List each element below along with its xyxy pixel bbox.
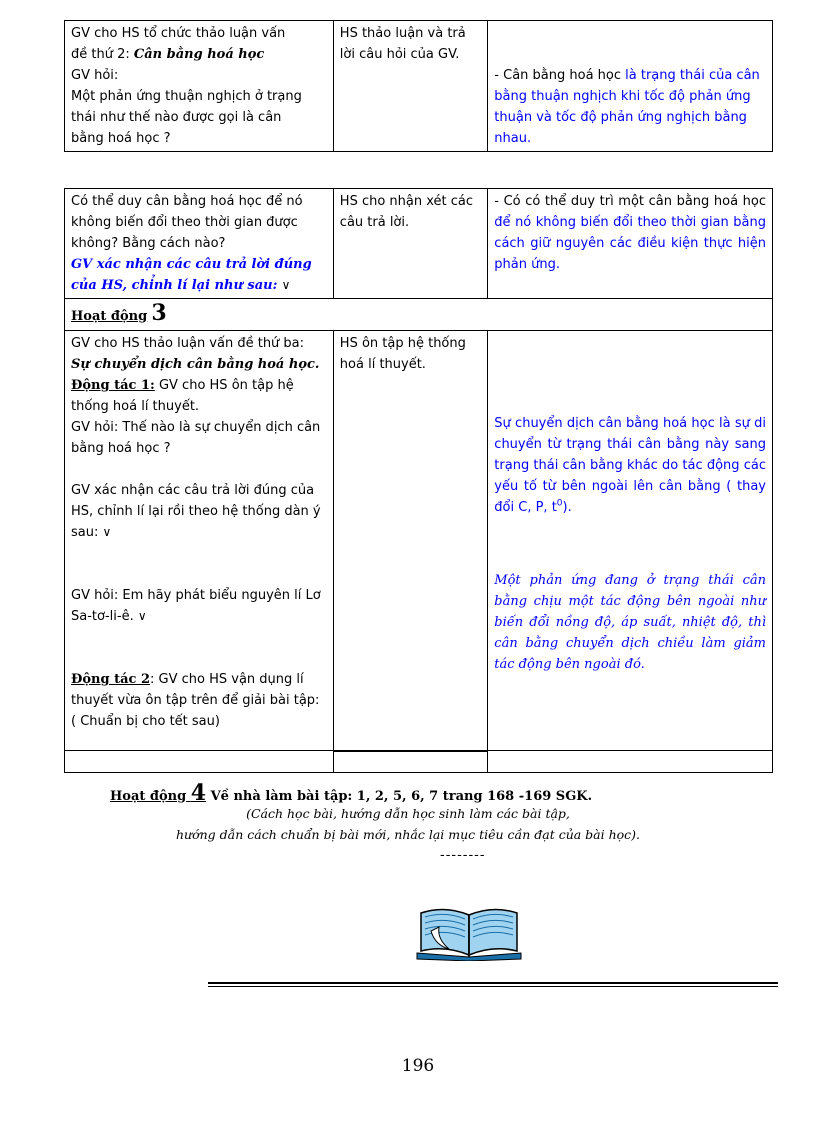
table-row	[65, 21, 773, 152]
answer-text: để nó không biến đổi theo thời gian bằng cách giữ nguyên các điều kiện thực hiện phản ứng.	[494, 215, 766, 272]
text-para	[71, 480, 327, 543]
text-line: thái như thế nào được gọi là cân	[71, 110, 282, 125]
table-activity-3	[64, 188, 773, 773]
note-line: (Cách học bài, hướng dẫn học sinh làm các bài tập,	[246, 806, 570, 821]
table-discussion-2	[64, 20, 773, 152]
content-cell	[488, 331, 773, 751]
text-span: GV hỏi: Em hãy phát biểu nguyên lí Lơ Sa-tơ-li-ê.	[71, 588, 321, 624]
student-activity-text: HS ôn tập hệ thống hoá lí thuyết.	[339, 336, 466, 372]
activity-number: 4	[190, 780, 207, 806]
text-para	[71, 375, 327, 417]
footer-rule	[208, 986, 778, 987]
text-line	[71, 44, 327, 65]
text-para	[71, 669, 327, 732]
text-span: Sự chuyển dịch cân bằng hoá học là sự di chuyển từ trạng thái cân bằng này sang trạng thái cân bằng khác do tác động các yếu tố từ bên ngoài lên cân bằng ( thay đổi C, P, t	[494, 416, 766, 515]
check-icon: ∨	[137, 609, 147, 623]
student-activity-cell	[333, 189, 488, 299]
table-row	[65, 331, 773, 751]
student-activity-text: HS thảo luận và trả lời câu hỏi của GV.	[339, 26, 466, 62]
activity-label: Hoạt động	[71, 308, 148, 324]
student-activity-cell	[333, 21, 488, 152]
topic-title: Cân bằng hoá học	[133, 47, 265, 62]
table-row	[65, 751, 773, 773]
step-label: Động tác 2	[71, 672, 151, 687]
homework-text: Về nhà làm bài tập: 1, 2, 5, 6, 7 trang 168 -169 SGK.	[206, 789, 593, 804]
homework-line	[110, 780, 592, 806]
confirm-text	[71, 254, 327, 296]
teacher-activity-cell	[65, 331, 334, 751]
question-text: Có thể duy cân bằng hoá học để nó không biến đổi theo thời gian được không? Bằng cách nào?	[71, 194, 303, 251]
principle-text: Một phản ứng đang ở trạng thái cân bằng chịu một tác động bên ngoài như biến đổi nồng độ, áp suất, nhiệt độ, thì cân bằng chuyển dịch chiều làm giảm tác động bên ngoài đó.	[494, 573, 766, 672]
student-activity-cell	[333, 331, 488, 751]
content-cell	[488, 189, 773, 299]
activity-label: Hoạt động	[110, 789, 187, 804]
empty-cell	[333, 751, 488, 773]
table-row	[65, 299, 773, 331]
homework-label-wrap	[110, 780, 207, 806]
open-book-icon	[413, 905, 525, 965]
note-line: hướng dẫn cách chuẩn bị bài mới, nhắc lại mục tiêu cần đạt của bài học).	[175, 827, 641, 842]
text-span: : GV cho HS vận dụng lí thuyết vừa ôn tập trên để giải bài tập: ( Chuẩn bị cho tết sau)	[71, 672, 320, 729]
text-span: GV xác nhận các câu trả lời đúng của HS, chỉnh lí lại như sau:	[71, 257, 312, 293]
empty-cell	[488, 751, 773, 773]
teacher-activity-cell	[65, 189, 334, 299]
separator-dashes: --------	[440, 848, 486, 863]
text-line: GV hỏi:	[71, 68, 119, 83]
text-span: - Có có thể duy trì một cân bằng hoá học	[494, 194, 766, 209]
table-row	[65, 189, 773, 299]
text-span: đề thứ 2:	[71, 47, 134, 62]
text-line: bằng hoá học ?	[71, 131, 171, 146]
text-span: - Cân bằng hoá học	[494, 68, 626, 83]
definition-text: là trạng thái của cân bằng thuận nghịch khi tốc độ phản ứng thuận và tốc độ phản ứng nghịch bằng nhau.	[494, 68, 760, 146]
superscript: 0	[556, 498, 563, 509]
page-number: 196	[401, 1056, 435, 1076]
text-span: GV cho HS ôn tập hệ thống hoá lí thuyết.	[71, 378, 294, 414]
text-span: GV cho HS thảo luận vấn đề thứ ba:	[71, 336, 305, 351]
content-cell	[488, 21, 773, 152]
text-para	[71, 585, 327, 627]
empty-cell	[65, 751, 334, 773]
content-text	[494, 191, 766, 275]
activity-heading	[65, 299, 773, 331]
text-line: Một phản ứng thuận nghịch ở trạng	[71, 89, 302, 104]
activity-number: 3	[151, 299, 167, 326]
text-para	[71, 333, 327, 375]
student-activity-text: HS cho nhận xét các câu trả lời.	[339, 194, 474, 230]
check-icon: ∨	[281, 278, 291, 292]
topic-title: Sự chuyển dịch cân bằng hoá học.	[71, 357, 320, 372]
text-line: GV cho HS tổ chức thảo luận vấn	[71, 26, 286, 41]
step-label: Động tác 1:	[71, 378, 155, 393]
text-span: ).	[562, 500, 572, 515]
footer-rule	[208, 982, 778, 984]
definition-text	[494, 413, 766, 518]
text-para: GV hỏi: Thế nào là sự chuyển dịch cân bằng hoá học ?	[71, 420, 321, 456]
text-span: GV xác nhận các câu trả lời đúng của HS, chỉnh lí lại rồi theo hệ thống dàn ý sau:	[71, 483, 321, 540]
content-text	[494, 65, 766, 149]
check-icon: ∨	[102, 525, 112, 539]
teacher-activity-cell	[65, 21, 334, 152]
